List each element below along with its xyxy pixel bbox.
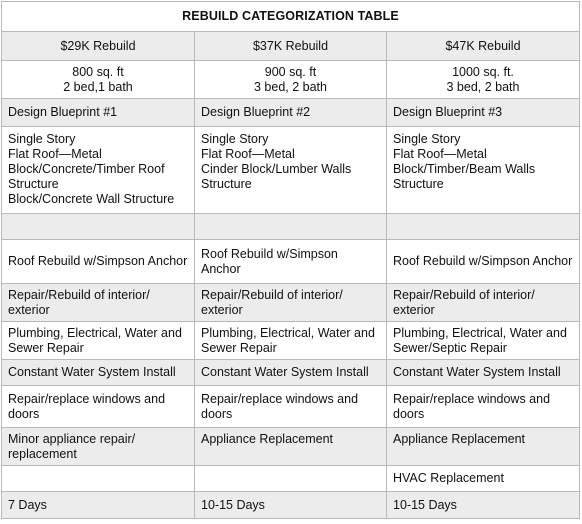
roof-cell: Roof Rebuild w/Simpson Anchor — [2, 240, 195, 284]
structure-cell-29k — [2, 127, 195, 214]
repair-cell: Repair/Rebuild of interior/ exterior — [2, 284, 195, 322]
appliance-cell: Appliance Replacement — [195, 428, 387, 466]
duration-row — [2, 492, 580, 519]
bed-bath: 3 bed, 2 bath — [254, 79, 327, 94]
roof-row — [2, 240, 580, 284]
column-header-29k: $29K Rebuild — [2, 32, 195, 61]
appliance-row — [2, 428, 580, 466]
duration-cell: 10-15 Days — [387, 492, 580, 519]
size-cell-29k — [2, 61, 195, 99]
repair-cell: Repair/Rebuild of interior/ exterior — [195, 284, 387, 322]
appliance-cell: Minor appliance repair/ replacement — [2, 428, 195, 466]
column-header-47k: $47K Rebuild — [387, 32, 580, 61]
roof-cell: Roof Rebuild w/Simpson Anchor — [387, 240, 580, 284]
structure-line: Single Story — [201, 132, 269, 146]
blank-cell — [387, 214, 580, 240]
water-system-row — [2, 360, 580, 386]
roof-cell: Roof Rebuild w/Simpson Anchor — [195, 240, 387, 284]
size-cell-47k — [387, 61, 580, 99]
title-row — [2, 2, 580, 32]
column-header-37k: $37K Rebuild — [195, 32, 387, 61]
water-system-cell: Constant Water System Install — [2, 360, 195, 386]
bed-bath: 3 bed, 2 bath — [446, 79, 520, 94]
duration-cell: 7 Days — [2, 492, 195, 519]
structure-cell-47k — [387, 127, 580, 214]
blueprint-row — [2, 99, 580, 127]
structure-line: Single Story — [393, 132, 461, 146]
windows-cell: Repair/replace windows and doors — [2, 386, 195, 428]
repair-row — [2, 284, 580, 322]
hvac-cell — [195, 466, 387, 492]
plumbing-row — [2, 322, 580, 360]
blank-cell — [195, 214, 387, 240]
windows-row — [2, 386, 580, 428]
square-footage: 800 sq. ft — [72, 64, 124, 79]
blueprint-cell: Design Blueprint #2 — [195, 99, 387, 127]
hvac-row — [2, 466, 580, 492]
water-system-cell: Constant Water System Install — [387, 360, 580, 386]
table-title: REBUILD CATEGORIZATION TABLE — [2, 2, 580, 32]
rebuild-categorization-table — [1, 1, 580, 519]
price-header-row — [2, 32, 580, 61]
hvac-cell — [2, 466, 195, 492]
blueprint-cell: Design Blueprint #3 — [387, 99, 580, 127]
blueprint-cell: Design Blueprint #1 — [2, 99, 195, 127]
structure-cell-37k — [195, 127, 387, 214]
plumbing-cell: Plumbing, Electrical, Water and Sewer/Septic Repair — [387, 322, 580, 360]
repair-cell: Repair/Rebuild of interior/ exterior — [387, 284, 580, 322]
blank-row — [2, 214, 580, 240]
appliance-cell: Appliance Replacement — [387, 428, 580, 466]
size-row — [2, 61, 580, 99]
structure-line: Single Story — [8, 132, 76, 146]
windows-cell: Repair/replace windows and doors — [387, 386, 580, 428]
plumbing-cell: Plumbing, Electrical, Water and Sewer Repair — [195, 322, 387, 360]
water-system-cell: Constant Water System Install — [195, 360, 387, 386]
structure-line: Cinder Block/Lumber Walls Structure — [201, 162, 352, 191]
hvac-cell: HVAC Replacement — [387, 466, 580, 492]
blank-cell — [2, 214, 195, 240]
bed-bath: 2 bed,1 bath — [63, 79, 133, 94]
structure-line: Block/Timber/Beam Walls Structure — [393, 162, 536, 191]
plumbing-cell: Plumbing, Electrical, Water and Sewer Repair — [2, 322, 195, 360]
structure-row — [2, 127, 580, 214]
structure-line: Flat Roof—Metal — [8, 147, 102, 161]
duration-cell: 10-15 Days — [195, 492, 387, 519]
size-cell-37k — [195, 61, 387, 99]
structure-line: Flat Roof—Metal — [201, 147, 295, 161]
square-footage: 900 sq. ft — [264, 64, 317, 79]
windows-cell: Repair/replace windows and doors — [195, 386, 387, 428]
square-footage: 1000 sq. ft. — [452, 64, 514, 79]
structure-line: Flat Roof—Metal — [393, 147, 487, 161]
structure-line: Block/Concrete Wall Structure — [8, 192, 175, 206]
structure-line: Block/Concrete/Timber Roof Structure — [8, 162, 165, 191]
